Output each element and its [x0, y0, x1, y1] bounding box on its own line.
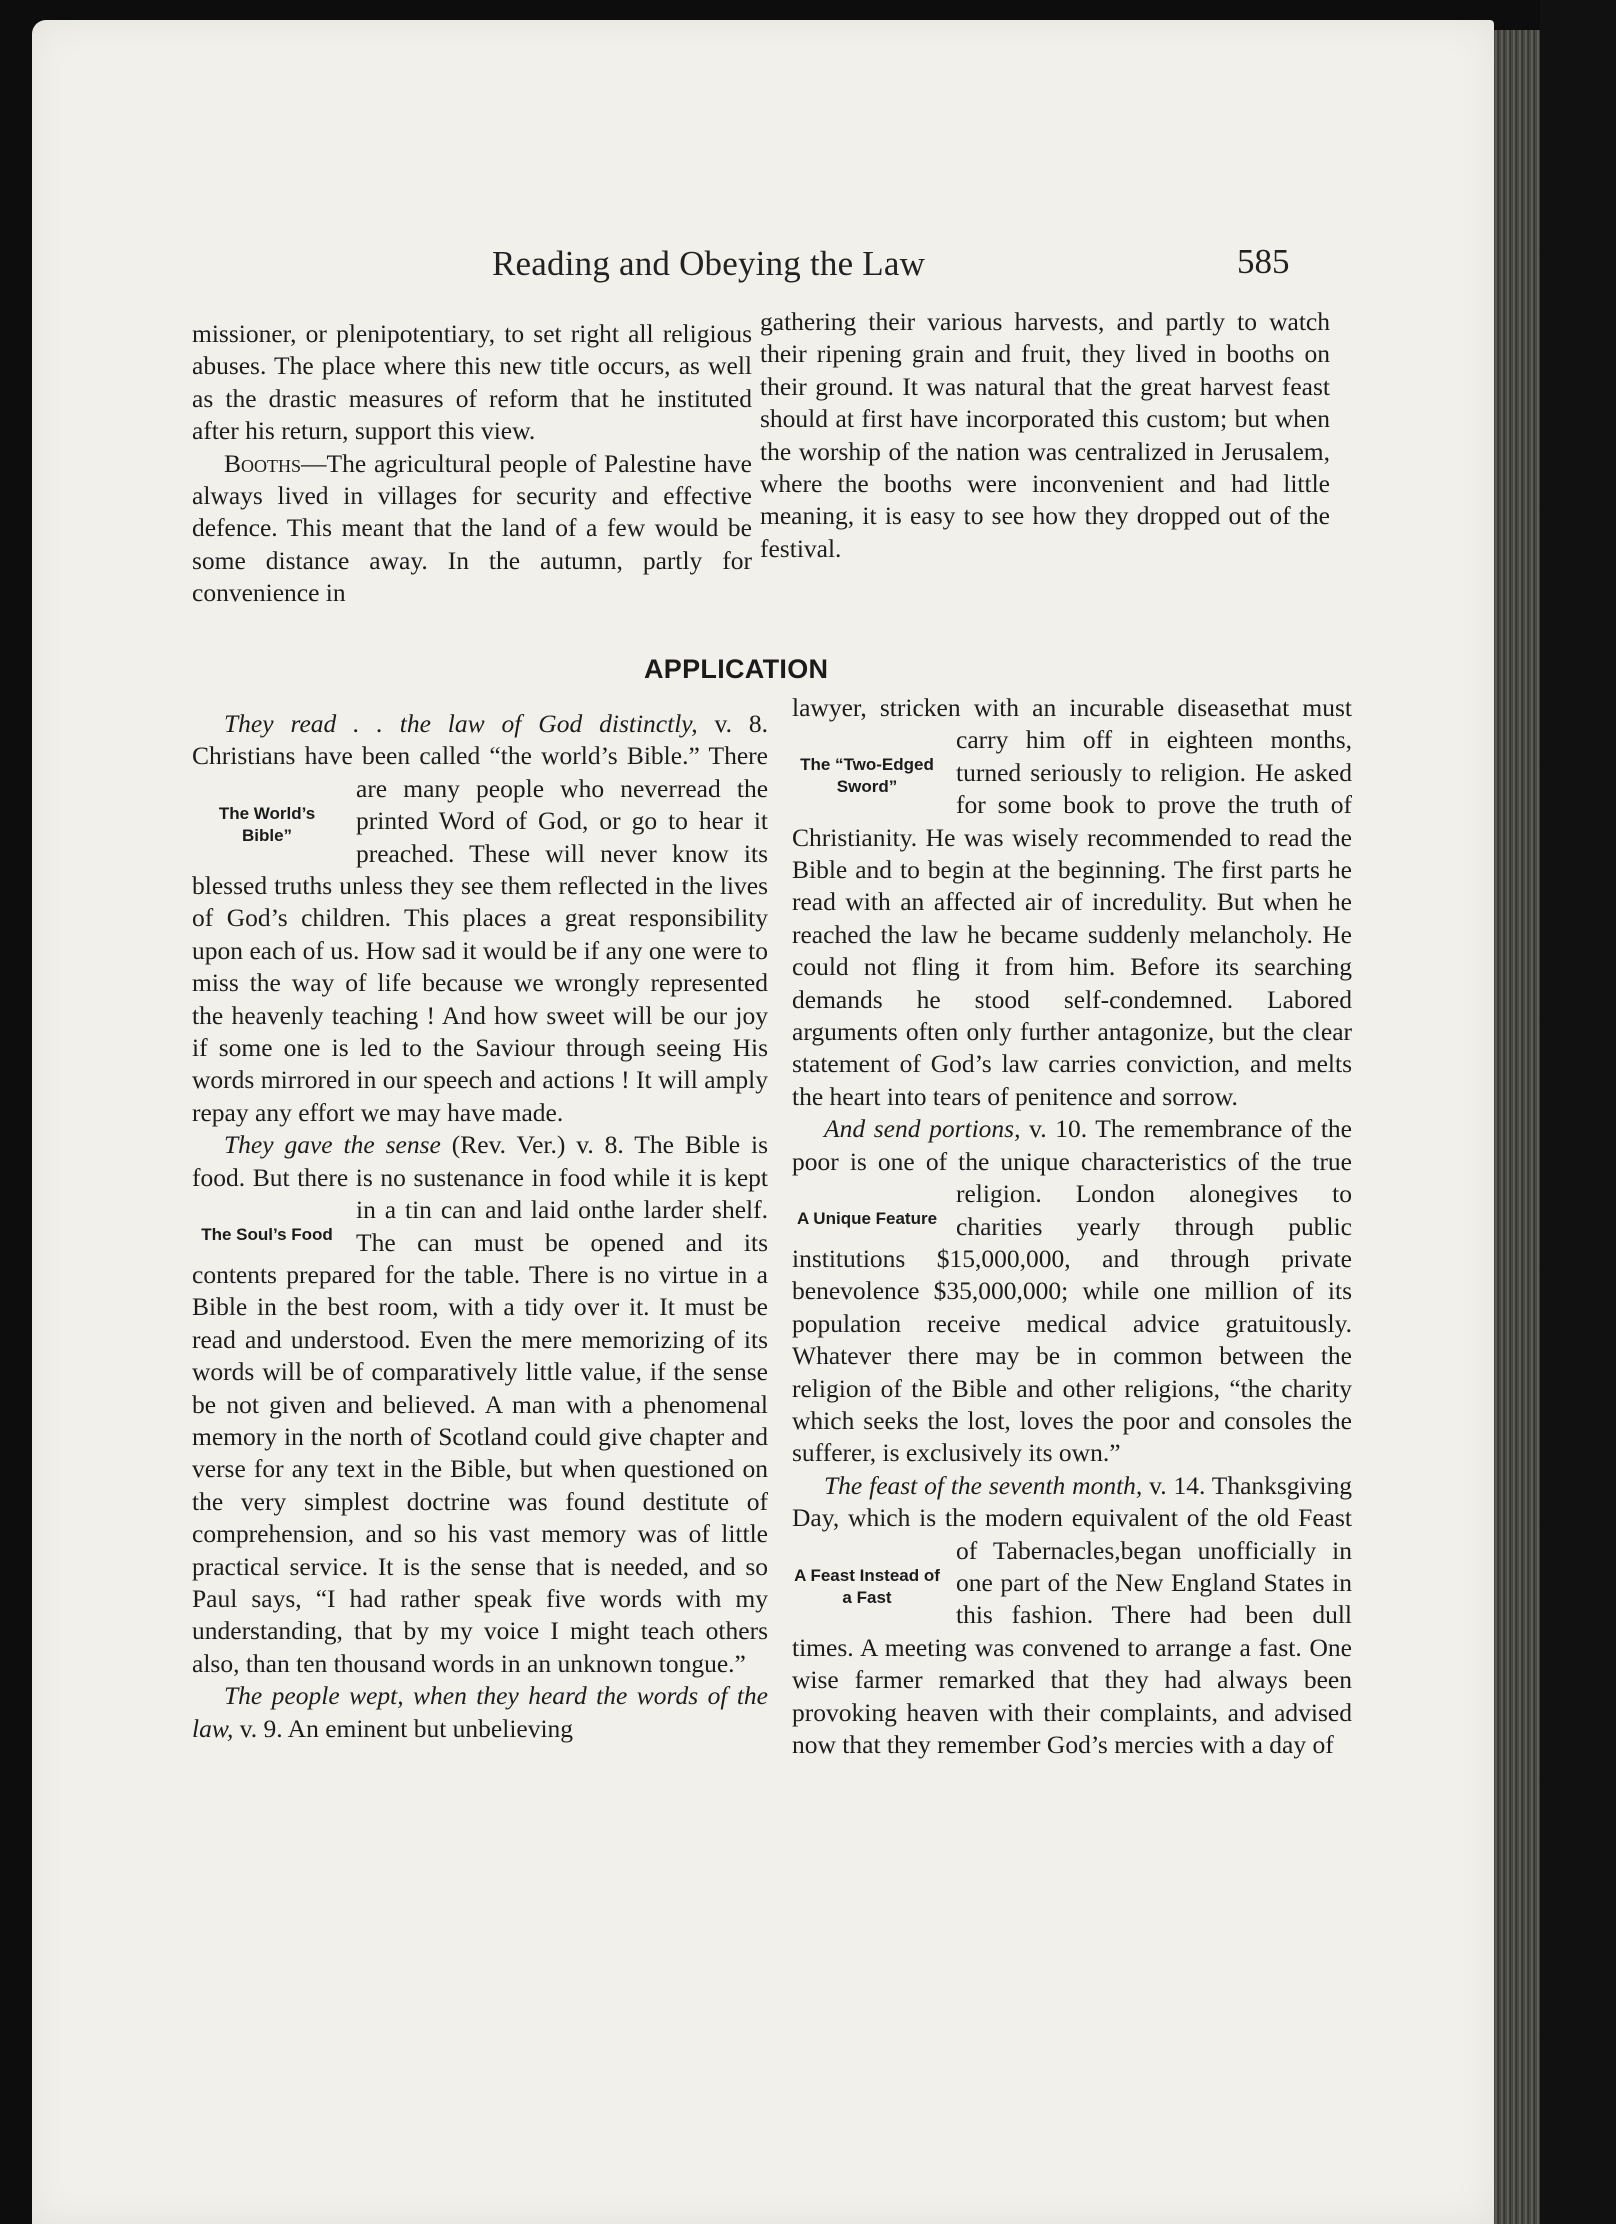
verse-ref: v. 8. — [697, 709, 768, 738]
paragraph-text: The Bible is food. But there is no sustenance in food while it is kept in a tin can and laid on — [192, 1130, 768, 1225]
paragraph-text: read the printed Word of God, or go to hear it preached. These will never know its blessed truths unless they see them reflected in the lives of God’s children. This places a great responsibility upon each of us. How sad it would be if any one were to miss the way of life because we wrongly represented the heavenly teaching ! And how sweet will be our joy if some one is led to the Saviour through seeing His words mirrored in our speech and actions ! It will amply repay any effort we may have made. — [192, 773, 769, 1127]
paragraph-text: —The agricultural people of Palestine have always lived in villages for security and effective defence. This meant that the land of a few would be some distance away. In the autumn, partly for convenience in — [192, 448, 752, 608]
scripture-quote: The people wept, when they heard the words of the law, — [192, 1681, 768, 1743]
paragraph-text: An eminent but unbelieving — [282, 1713, 574, 1743]
paragraph-text: gives to charities yearly through public institutions $15,000,000, and through private benevolence $35,000,000; while one million of its population receive medical advice gratuitously. Whatever there may be in common between the religion of the Bible and other religions, “the charity which seeks the lost, loves the poor and consoles the sufferer, is exclusively its own.” — [792, 1179, 1352, 1468]
paragraph-text: began unofficially in one part of the New England States in this fashion. There had been dull times. A meeting was convened to arrange a fast. One wise farmer remarked that they had always been provoking heaven with their complaints, and advised now that they remember God’s mercies with a day of — [792, 1535, 1352, 1759]
scripture-quote: And send portions, — [824, 1114, 1021, 1144]
paragraph — [192, 1129, 768, 1680]
paragraph: missioner, or plenipotentiary, to set right all religious abuses. The place where this new title occurs, as well as the drastic measures of reform that he instituted after his return, support this view. — [192, 319, 752, 446]
scripture-quote: They gave the sense — [224, 1130, 441, 1160]
top-right-column — [760, 306, 1330, 565]
verse-ref: (Rev. Ver.) v. 8. — [440, 1130, 624, 1160]
paragraph — [792, 1113, 1352, 1469]
book-edge-shadow — [1540, 0, 1616, 2224]
paragraph — [792, 692, 1352, 1113]
bottom-right-column — [792, 692, 1352, 1761]
paragraph — [192, 448, 752, 610]
sidenote: A Feast Instead of a Fast — [794, 1565, 940, 1607]
bottom-left-column — [192, 708, 768, 1745]
paragraph-text: The remembrance of the poor is one of the unique characteristics of the true religion. London alone — [792, 1114, 1352, 1209]
scripture-quote: They read . . the law of God distinctly, — [224, 709, 698, 738]
paragraph-text: Christians have been called “the world’s Bible.” There are many people who never — [192, 741, 768, 803]
paragraph — [192, 1680, 768, 1745]
verse-ref: v. 10. — [1020, 1114, 1088, 1144]
paragraph — [792, 1470, 1352, 1762]
section-heading: APPLICATION — [644, 654, 829, 684]
sidenote: The Soul’s Food — [201, 1225, 333, 1245]
page-number: 585 — [1237, 242, 1290, 281]
sidenote: The World’s Bible” — [218, 803, 316, 845]
page-title: Reading and Obeying the Law — [492, 244, 926, 283]
top-left-column — [192, 318, 752, 610]
scripture-quote: The feast of the seventh month, — [824, 1470, 1143, 1500]
paragraph — [192, 708, 768, 1129]
paragraph-text: lawyer, stricken with an incurable disease — [792, 693, 1252, 722]
paragraph-text: the larder shelf. The can must be opened and its contents prepared for the table. There is no virtue in a Bible in the best room, with a tidy over it. It must be read and understood. Even the mere memorizing of its words will be of comparatively little value, if the sense be not given and believed. A man with a phenomenal memory in the north of Scotland could give chapter and verse for any text in the Bible, but when questioned on the very simplest doctrine was found destitute of comprehension, and so his vast memory was of little practical service. It is the sense that is needed, and so Paul says, “I had rather speak five words with my understanding, that by my voice I might teach others also, than ten thousand words in an unknown tongue.” — [192, 1195, 768, 1678]
sidenote: A Unique Feature — [796, 1209, 938, 1229]
paragraph-text: that must carry him off in eighteen months, turned seriously to religion. He asked for some book to prove the truth of Christianity. He was wisely recommended to read the Bible and to begin at the beginning. The first parts he read with an affected air of incredulity. But when he reached the law he became suddenly melancholy. He could not fling it from him. Before its searching demands he stood self-condemned. Labored arguments often only further antagonize, but the clear statement of God’s law carries conviction, and melts the heart into tears of penitence and sorrow. — [792, 693, 1352, 1111]
book-page — [32, 20, 1494, 2224]
paragraph: gathering their various harvests, and partly to watch their ripening grain and fruit, they lived in booths on their ground. It was natural that the great harvest feast should at first have incorporated this custom; but when the worship of the nation was centralized in Jerusalem, where the booths were inconvenient and had little meaning, it is easy to see how they dropped out of the festival. — [760, 307, 1330, 563]
running-head — [32, 244, 1494, 300]
sidenote: The “Two-Edged Sword” — [800, 755, 934, 797]
verse-ref: v. 14. — [1142, 1470, 1206, 1500]
paragraph-text: Thanksgiving Day, which is the modern equivalent of the old Feast of Tabernacles, — [792, 1470, 1352, 1565]
verse-ref: v. 9. — [233, 1713, 283, 1743]
run-in-heading: Booths — [224, 448, 302, 478]
